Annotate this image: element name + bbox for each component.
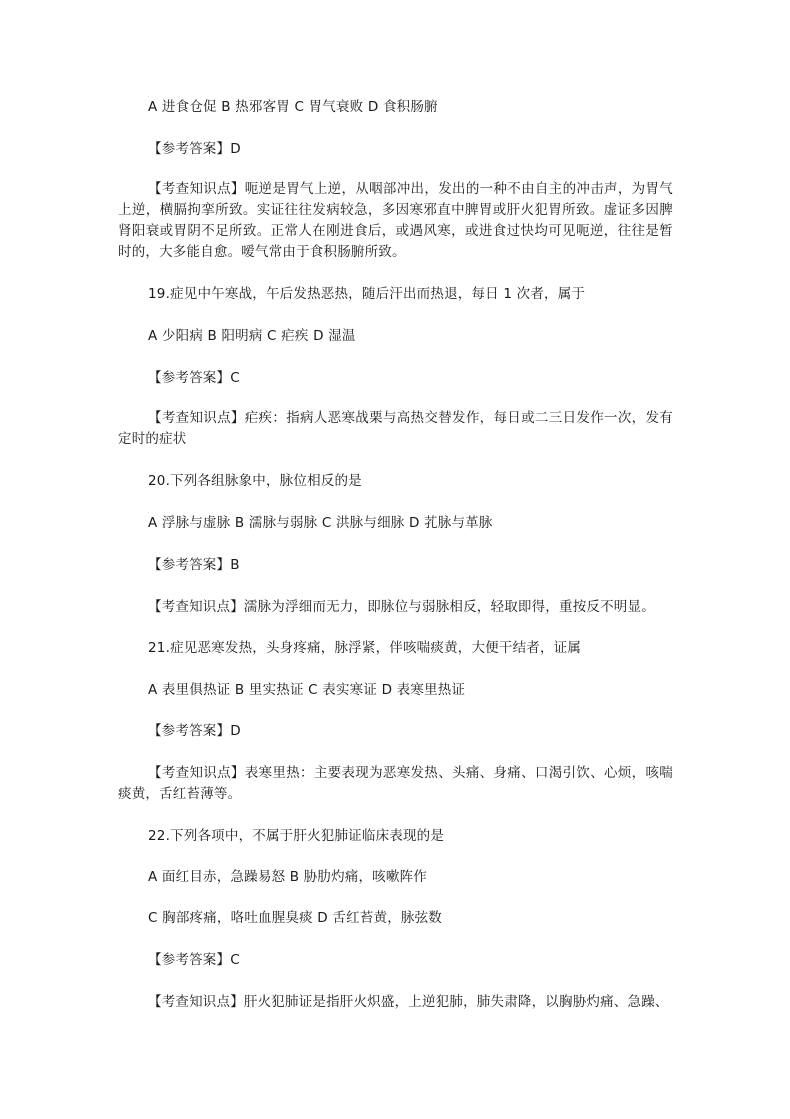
- q18-point-label: 【考查知识点】: [148, 181, 245, 197]
- q22-point-label: 【考查知识点】: [148, 994, 244, 1010]
- q18-point-text: 呃逆是胃气上逆，从咽部冲出，发出的一种不由自主的冲击声，为胃气上逆，横膈拘挛所致。实证往往发病较急，多因寒邪直中脾胃或肝火犯胃所致。虚证多因脾肾阳衰或胃阴不足所致。正常人在刚进食后，或遇风寒，或进食过快均可见呃逆，往往是暂时的，大多能自愈。嗳气常由于食积肠腑所致。: [118, 181, 673, 260]
- q21-point-text: 表寒里热：主要表现为恶寒发热、头痛、身痛、口渴引饮、心烦，咳喘痰黄，舌红苔薄等。: [118, 765, 673, 802]
- q22-answer: 【参考答案】C: [148, 952, 240, 968]
- q20-question: 20.下列各组脉象中，脉位相反的是: [148, 473, 362, 489]
- q18-answer: 【参考答案】D: [148, 141, 241, 157]
- q19-point-label: 【考查知识点】: [148, 410, 245, 426]
- q20-answer: 【参考答案】B: [148, 557, 240, 573]
- q22-point-text: 肝火犯肺证是指肝火炽盛，上逆犯肺，肺失肃降，以胸胁灼痛、急躁、: [243, 994, 669, 1010]
- q20-options: A 浮脉与虚脉 B 濡脉与弱脉 C 洪脉与细脉 D 芤脉与革脉: [148, 515, 493, 531]
- q22-options-line-1: A 面红目赤，急躁易怒 B 胁肋灼痛，咳嗽阵作: [148, 869, 427, 885]
- q21-answer: 【参考答案】D: [148, 723, 241, 739]
- q20-point-label: 【考查知识点】: [148, 599, 244, 615]
- q19-point-text: 疟疾：指病人恶寒战栗与高热交替发作，每日或二三日发作一次，发有定时的症状: [118, 410, 673, 447]
- q19-answer: 【参考答案】C: [148, 370, 240, 386]
- q21-point-label: 【考查知识点】: [148, 765, 245, 781]
- q18-knowledge-point: [118, 179, 673, 263]
- q19-knowledge-point: [118, 408, 673, 450]
- q20-knowledge-point: [148, 597, 655, 617]
- q20-point-text: 濡脉为浮细而无力，即脉位与弱脉相反，轻取即得，重按反不明显。: [243, 599, 655, 615]
- q21-knowledge-point: [118, 763, 673, 805]
- q21-question: 21.症见恶寒发热，头身疼痛，脉浮紧，伴咳喘痰黄，大便干结者，证属: [148, 640, 582, 656]
- q22-options-line-2: C 胸部疼痛，咯吐血腥臭痰 D 舌红苔黄，脉弦数: [148, 910, 442, 926]
- q22-knowledge-point: [148, 992, 669, 1012]
- q19-options: A 少阳病 B 阳明病 C 疟疾 D 湿温: [148, 328, 356, 344]
- q22-question: 22.下列各项中，不属于肝火犯肺证临床表现的是: [148, 828, 445, 844]
- q19-question: 19.症见中午寒战，午后发热恶热，随后汗出而热退，每日 1 次者，属于: [148, 286, 586, 302]
- q21-options: A 表里俱热证 B 里实热证 C 表实寒证 D 表寒里热证: [148, 682, 466, 698]
- q18-options: A 进食仓促 B 热邪客胃 C 胃气衰败 D 食积肠腑: [148, 99, 438, 115]
